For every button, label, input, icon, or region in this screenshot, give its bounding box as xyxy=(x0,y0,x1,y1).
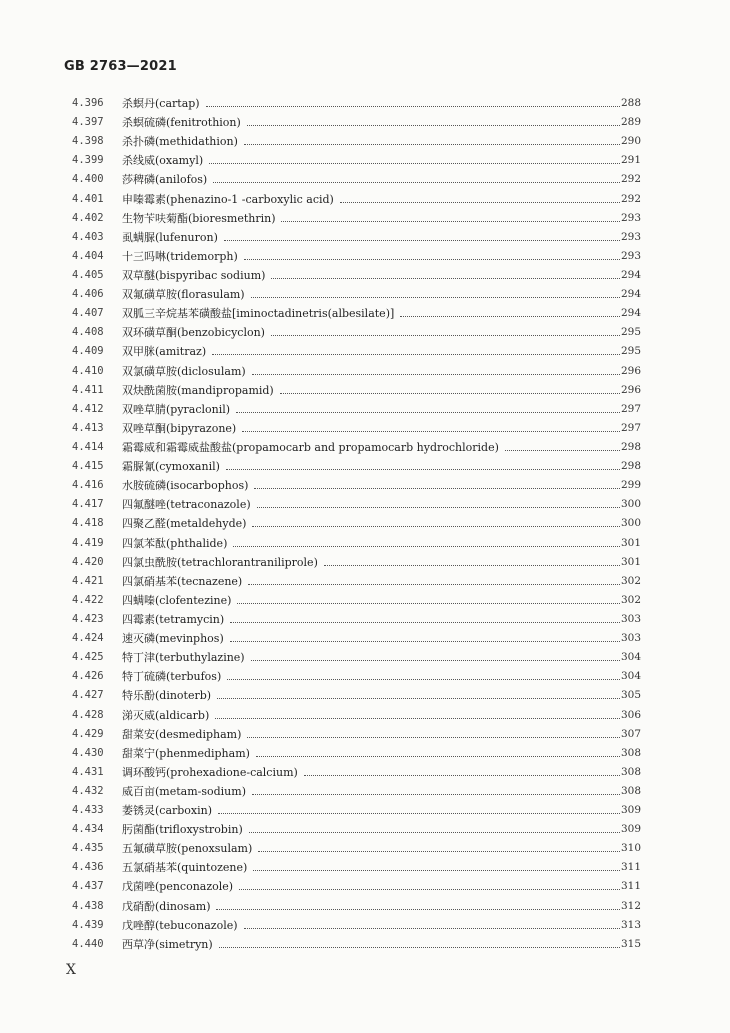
toc-entry-number: 4.422 xyxy=(72,593,104,606)
toc-entry[interactable] xyxy=(0,400,730,419)
toc-entry-title: 五氯硝基苯(quintozene) xyxy=(122,861,248,875)
toc-entry-line xyxy=(122,686,620,705)
toc-entry-page: 288 xyxy=(621,97,642,109)
toc-entry-title: 五氟磺草胺(penoxsulam) xyxy=(122,842,253,856)
toc-entry-line xyxy=(122,706,620,725)
toc-entry-number: 4.428 xyxy=(72,708,104,721)
dot-leader xyxy=(247,116,620,126)
toc-entry-page: 297 xyxy=(621,402,642,415)
table-of-contents xyxy=(0,94,730,954)
toc-entry-page: 313 xyxy=(621,918,642,931)
dot-leader xyxy=(244,135,620,145)
toc-entry[interactable] xyxy=(0,648,730,667)
toc-entry-line xyxy=(122,419,620,438)
toc-entry[interactable] xyxy=(0,94,730,113)
toc-entry-page: 304 xyxy=(621,651,642,664)
dot-leader xyxy=(257,498,620,508)
toc-entry[interactable] xyxy=(0,457,730,476)
dot-leader xyxy=(280,384,620,394)
toc-entry[interactable] xyxy=(0,323,730,342)
dot-leader xyxy=(340,193,620,203)
toc-entry[interactable] xyxy=(0,362,730,381)
toc-entry-page: 311 xyxy=(621,880,642,893)
toc-entry-title: 特乐酚(dinoterb) xyxy=(122,689,212,703)
toc-entry-title: 四螨嗪(clofentezine) xyxy=(122,593,232,607)
toc-entry-number: 4.408 xyxy=(72,326,104,339)
toc-entry-line xyxy=(122,304,620,323)
toc-entry[interactable] xyxy=(0,763,730,782)
dot-leader xyxy=(244,919,620,929)
toc-entry-page: 289 xyxy=(621,116,642,129)
dot-leader xyxy=(230,613,620,623)
toc-entry-number: 4.436 xyxy=(72,861,104,874)
toc-entry-page: 305 xyxy=(621,689,642,702)
toc-entry-line xyxy=(122,572,620,591)
toc-entry-page: 292 xyxy=(621,173,642,186)
toc-entry-title: 西草净(simetryn) xyxy=(122,937,213,951)
dot-leader xyxy=(218,804,620,814)
toc-entry-page: 297 xyxy=(621,421,642,434)
dot-leader xyxy=(233,537,620,547)
toc-entry[interactable] xyxy=(0,381,730,400)
dot-leader xyxy=(252,785,620,795)
toc-entry-title: 特丁津(terbuthylazine) xyxy=(122,651,245,665)
toc-entry-title: 四聚乙醛(metaldehyde) xyxy=(122,517,247,531)
dot-leader xyxy=(324,556,620,566)
toc-entry-number: 4.400 xyxy=(72,173,104,186)
toc-entry-page: 310 xyxy=(621,842,642,855)
toc-entry-title: 四氯硝基苯(tecnazene) xyxy=(122,574,243,588)
toc-entry[interactable] xyxy=(0,495,730,514)
toc-entry-title: 涕灭威(aldicarb) xyxy=(122,708,210,722)
toc-entry-number: 4.402 xyxy=(72,211,104,224)
toc-entry-title: 双氟磺草胺(florasulam) xyxy=(122,288,245,302)
toc-entry-page: 309 xyxy=(621,823,642,836)
toc-entry[interactable] xyxy=(0,897,730,916)
toc-entry-line xyxy=(122,744,620,763)
toc-entry-number: 4.432 xyxy=(72,784,104,797)
dot-leader xyxy=(237,594,620,604)
toc-entry-number: 4.398 xyxy=(72,135,104,148)
toc-entry-title: 双胍三辛烷基苯磺酸盐[iminoctadinetris(albesilate)] xyxy=(122,307,395,321)
toc-entry[interactable] xyxy=(0,209,730,228)
toc-entry[interactable] xyxy=(0,572,730,591)
toc-entry-line xyxy=(122,400,620,419)
toc-entry[interactable] xyxy=(0,247,730,266)
toc-entry-line xyxy=(122,839,620,858)
toc-entry-title: 双炔酰菌胺(mandipropamid) xyxy=(122,383,274,397)
toc-entry-number: 4.433 xyxy=(72,804,104,817)
dot-leader xyxy=(224,231,620,241)
toc-entry-title: 四霉素(tetramycin) xyxy=(122,612,225,626)
toc-entry-line xyxy=(122,94,620,113)
toc-entry[interactable] xyxy=(0,266,730,285)
toc-entry[interactable] xyxy=(0,304,730,323)
toc-entry-line xyxy=(122,820,620,839)
toc-entry-number: 4.417 xyxy=(72,498,104,511)
toc-entry[interactable] xyxy=(0,151,730,170)
dot-leader xyxy=(254,479,620,489)
toc-entry-line xyxy=(122,209,620,228)
toc-entry-line xyxy=(122,916,620,935)
toc-entry-page: 307 xyxy=(621,727,642,740)
toc-entry-page: 294 xyxy=(621,307,642,320)
dot-leader xyxy=(256,747,620,757)
toc-entry-line xyxy=(122,858,620,877)
toc-entry[interactable] xyxy=(0,534,730,553)
toc-entry-number: 4.404 xyxy=(72,249,104,262)
dot-leader xyxy=(505,441,620,451)
dot-leader xyxy=(217,689,620,699)
toc-entry-title: 四氟醚唑(tetraconazole) xyxy=(122,498,251,512)
toc-entry-number: 4.426 xyxy=(72,670,104,683)
toc-entry-line xyxy=(122,342,620,361)
toc-entry-number: 4.413 xyxy=(72,421,104,434)
toc-entry-number: 4.415 xyxy=(72,460,104,473)
toc-entry-page: 291 xyxy=(621,154,642,167)
dot-leader xyxy=(281,212,620,222)
toc-entry-line xyxy=(122,381,620,400)
toc-entry-number: 4.418 xyxy=(72,517,104,530)
toc-entry-page: 296 xyxy=(621,364,642,377)
toc-entry-number: 4.439 xyxy=(72,918,104,931)
toc-entry-line xyxy=(122,495,620,514)
dot-leader xyxy=(271,269,620,279)
toc-entry-number: 4.407 xyxy=(72,307,104,320)
toc-entry-page: 294 xyxy=(621,268,642,281)
toc-entry-number: 4.437 xyxy=(72,880,104,893)
toc-entry[interactable] xyxy=(0,744,730,763)
toc-entry-page: 299 xyxy=(621,479,642,492)
toc-entry-number: 4.419 xyxy=(72,536,104,549)
toc-entry-number: 4.401 xyxy=(72,192,104,205)
toc-entry[interactable] xyxy=(0,877,730,896)
page-number: X xyxy=(66,962,76,978)
toc-entry-page: 301 xyxy=(621,536,642,549)
toc-entry-title: 双草醚(bispyribac sodium) xyxy=(122,268,266,282)
toc-entry-page: 302 xyxy=(621,593,642,606)
dot-leader xyxy=(249,823,620,833)
toc-entry-page: 294 xyxy=(621,288,642,301)
toc-entry[interactable] xyxy=(0,686,730,705)
toc-entry-page: 304 xyxy=(621,670,642,683)
toc-entry-number: 4.411 xyxy=(72,383,104,396)
toc-entry[interactable] xyxy=(0,553,730,572)
toc-entry-line xyxy=(122,151,620,170)
toc-entry-line xyxy=(122,323,620,342)
toc-entry-title: 戊唑醇(tebuconazole) xyxy=(122,918,238,932)
toc-entry-title: 双甲脒(amitraz) xyxy=(122,345,207,359)
dot-leader xyxy=(244,250,620,260)
toc-entry-number: 4.410 xyxy=(72,364,104,377)
toc-entry-title: 杀线威(oxamyl) xyxy=(122,154,204,168)
toc-entry-title: 肟菌酯(trifloxystrobin) xyxy=(122,823,243,837)
toc-entry-line xyxy=(122,266,620,285)
dot-leader xyxy=(227,670,620,680)
toc-entry-title: 水胺硫磷(isocarbophos) xyxy=(122,479,249,493)
toc-entry-title: 霜脲氰(cymoxanil) xyxy=(122,460,220,474)
toc-entry-number: 4.403 xyxy=(72,230,104,243)
toc-entry-line xyxy=(122,476,620,495)
dot-leader xyxy=(209,154,620,164)
toc-entry-page: 293 xyxy=(621,230,642,243)
toc-entry[interactable] xyxy=(0,706,730,725)
toc-entry[interactable] xyxy=(0,610,730,629)
toc-entry-title: 双氯磺草胺(diclosulam) xyxy=(122,364,246,378)
toc-entry-page: 308 xyxy=(621,765,642,778)
toc-entry-number: 4.409 xyxy=(72,345,104,358)
toc-entry-number: 4.434 xyxy=(72,823,104,836)
toc-entry-number: 4.414 xyxy=(72,440,104,453)
toc-entry-line xyxy=(122,438,620,457)
toc-entry-page: 308 xyxy=(621,746,642,759)
toc-entry-page: 292 xyxy=(621,192,642,205)
toc-entry-number: 4.435 xyxy=(72,842,104,855)
toc-entry-line xyxy=(122,935,620,954)
toc-entry-number: 4.440 xyxy=(72,937,104,950)
toc-entry-line xyxy=(122,113,620,132)
toc-entry-number: 4.405 xyxy=(72,268,104,281)
dot-leader xyxy=(253,861,620,871)
toc-entry-number: 4.412 xyxy=(72,402,104,415)
toc-entry-line xyxy=(122,667,620,686)
toc-entry-page: 301 xyxy=(621,555,642,568)
dot-leader xyxy=(252,365,620,375)
toc-entry-title: 调环酸钙(prohexadione-calcium) xyxy=(122,765,298,779)
toc-entry-title: 杀扑磷(methidathion) xyxy=(122,135,238,149)
toc-entry-number: 4.399 xyxy=(72,154,104,167)
toc-entry-number: 4.427 xyxy=(72,689,104,702)
toc-entry[interactable] xyxy=(0,342,730,361)
toc-entry-page: 302 xyxy=(621,574,642,587)
toc-entry-page: 315 xyxy=(621,937,642,950)
toc-entry-number: 4.429 xyxy=(72,727,104,740)
toc-entry-line xyxy=(122,132,620,151)
toc-entry-page: 300 xyxy=(621,498,642,511)
toc-entry[interactable] xyxy=(0,132,730,151)
toc-entry[interactable] xyxy=(0,916,730,935)
toc-entry-title: 戊硝酚(dinosam) xyxy=(122,899,211,913)
toc-entry-number: 4.416 xyxy=(72,479,104,492)
dot-leader xyxy=(206,97,620,107)
dot-leader xyxy=(213,173,620,183)
toc-entry-title: 速灭磷(mevinphos) xyxy=(122,632,224,646)
toc-entry-line xyxy=(122,457,620,476)
toc-entry-page: 296 xyxy=(621,383,642,396)
toc-entry-page: 312 xyxy=(621,899,642,912)
toc-entry-title: 萎锈灵(carboxin) xyxy=(122,804,213,818)
toc-entry[interactable] xyxy=(0,725,730,744)
dot-leader xyxy=(400,307,620,317)
toc-entry-title: 甜菜安(desmedipham) xyxy=(122,727,242,741)
toc-entry-title: 虱螨脲(lufenuron) xyxy=(122,230,218,244)
toc-entry[interactable] xyxy=(0,228,730,247)
toc-entry-line xyxy=(122,610,620,629)
dot-leader xyxy=(252,517,620,527)
toc-entry-line xyxy=(122,801,620,820)
toc-entry-page: 300 xyxy=(621,517,642,530)
toc-entry-page: 298 xyxy=(621,460,642,473)
toc-entry-title: 杀螟硫磷(fenitrothion) xyxy=(122,116,241,130)
toc-entry[interactable] xyxy=(0,190,730,209)
toc-entry-line xyxy=(122,725,620,744)
toc-entry-page: 311 xyxy=(621,861,642,874)
dot-leader xyxy=(226,460,620,470)
toc-entry-page: 309 xyxy=(621,804,642,817)
dot-leader xyxy=(230,632,620,642)
toc-entry[interactable] xyxy=(0,476,730,495)
toc-entry-line xyxy=(122,763,620,782)
toc-entry[interactable] xyxy=(0,438,730,457)
dot-leader xyxy=(304,766,620,776)
toc-entry-line xyxy=(122,170,620,189)
toc-entry-line xyxy=(122,514,620,533)
toc-entry-number: 4.424 xyxy=(72,632,104,645)
toc-entry-title: 申嗪霉素(phenazino-1 -carboxylic acid) xyxy=(122,192,334,206)
toc-entry-page: 293 xyxy=(621,249,642,262)
toc-entry[interactable] xyxy=(0,839,730,858)
toc-entry-number: 4.431 xyxy=(72,765,104,778)
toc-entry-title: 双环磺草酮(benzobicyclon) xyxy=(122,326,265,340)
toc-entry[interactable] xyxy=(0,170,730,189)
dot-leader xyxy=(247,728,620,738)
toc-entry-number: 4.406 xyxy=(72,288,104,301)
toc-entry[interactable] xyxy=(0,801,730,820)
dot-leader xyxy=(258,842,620,852)
toc-entry-title: 四氯虫酰胺(tetrachlorantraniliprole) xyxy=(122,555,318,569)
toc-entry-number: 4.421 xyxy=(72,574,104,587)
toc-entry-title: 威百亩(metam-sodium) xyxy=(122,784,246,798)
toc-entry-page: 303 xyxy=(621,632,642,645)
dot-leader xyxy=(271,326,620,336)
toc-entry[interactable] xyxy=(0,667,730,686)
toc-entry-number: 4.396 xyxy=(72,97,104,109)
toc-entry-line xyxy=(122,362,620,381)
toc-entry-line xyxy=(122,877,620,896)
toc-entry-page: 306 xyxy=(621,708,642,721)
toc-entry-number: 4.423 xyxy=(72,612,104,625)
toc-entry-line xyxy=(122,285,620,304)
toc-entry-title: 莎稗磷(anilofos) xyxy=(122,173,208,187)
dot-leader xyxy=(212,345,620,355)
toc-entry[interactable] xyxy=(0,591,730,610)
toc-entry-title: 霜霉威和霜霉威盐酸盐(propamocarb and propamocarb hydrochloride) xyxy=(122,440,499,454)
toc-entry-page: 290 xyxy=(621,135,642,148)
toc-entry-number: 4.420 xyxy=(72,555,104,568)
toc-entry[interactable] xyxy=(0,935,730,954)
dot-leader xyxy=(242,422,620,432)
toc-entry-line xyxy=(122,534,620,553)
toc-entry-title: 杀螟丹(cartap) xyxy=(122,97,200,110)
toc-entry-title: 四氯苯酞(phthalide) xyxy=(122,536,228,550)
toc-entry[interactable] xyxy=(0,113,730,132)
toc-entry-title: 甜菜宁(phenmedipham) xyxy=(122,746,250,760)
dot-leader xyxy=(239,880,620,890)
dot-leader xyxy=(219,938,620,948)
toc-entry-number: 4.438 xyxy=(72,899,104,912)
toc-entry-line xyxy=(122,190,620,209)
toc-entry-line xyxy=(122,228,620,247)
toc-entry-title: 戊菌唑(penconazole) xyxy=(122,880,234,894)
toc-entry-title: 生物苄呋菊酯(bioresmethrin) xyxy=(122,211,276,225)
toc-entry-page: 298 xyxy=(621,440,642,453)
page-header: GB 2763—2021 xyxy=(64,59,177,74)
toc-entry-number: 4.425 xyxy=(72,651,104,664)
dot-leader xyxy=(216,900,620,910)
toc-entry[interactable] xyxy=(0,820,730,839)
toc-entry-line xyxy=(122,897,620,916)
toc-entry-page: 308 xyxy=(621,784,642,797)
toc-entry-line xyxy=(122,247,620,266)
toc-entry-title: 双唑草酮(bipyrazone) xyxy=(122,421,237,435)
toc-entry[interactable] xyxy=(0,629,730,648)
toc-entry-page: 295 xyxy=(621,326,642,339)
dot-leader xyxy=(236,403,620,413)
toc-entry-line xyxy=(122,591,620,610)
toc-entry-title: 十三吗啉(tridemorph) xyxy=(122,249,238,263)
toc-entry[interactable] xyxy=(0,782,730,801)
toc-entry-line xyxy=(122,782,620,801)
toc-entry-title: 特丁硫磷(terbufos) xyxy=(122,670,222,684)
toc-entry-line xyxy=(122,648,620,667)
toc-entry-page: 303 xyxy=(621,612,642,625)
dot-leader xyxy=(251,651,620,661)
toc-entry-page: 295 xyxy=(621,345,642,358)
toc-entry[interactable] xyxy=(0,419,730,438)
toc-entry-line xyxy=(122,553,620,572)
toc-entry-number: 4.430 xyxy=(72,746,104,759)
toc-entry[interactable] xyxy=(0,285,730,304)
toc-entry-line xyxy=(122,629,620,648)
toc-entry-number: 4.397 xyxy=(72,116,104,129)
dot-leader xyxy=(215,709,620,719)
dot-leader xyxy=(248,575,620,585)
toc-entry[interactable] xyxy=(0,514,730,533)
toc-entry-page: 293 xyxy=(621,211,642,224)
toc-entry-title: 双唑草腈(pyraclonil) xyxy=(122,402,231,416)
toc-entry[interactable] xyxy=(0,858,730,877)
dot-leader xyxy=(251,288,620,298)
